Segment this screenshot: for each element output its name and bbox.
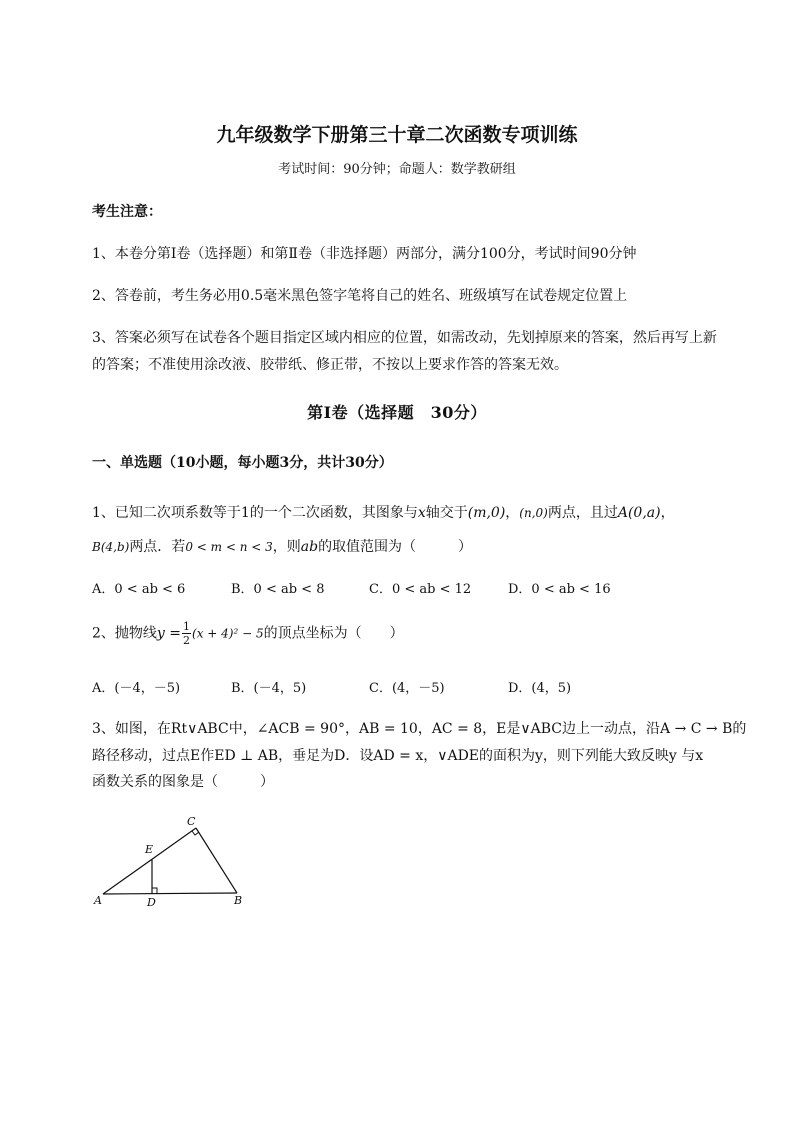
q1-text: 两点，且过 xyxy=(547,505,618,521)
q3-line-3: 函数关系的图象是（ ） xyxy=(92,774,274,790)
q1-option-d: D．0 < ab < 16 xyxy=(508,582,611,597)
part-heading: 一、单选题（10小题，每小题3分，共计30分） xyxy=(92,455,393,471)
q1-text: 1、已知二次项系数等于1的一个二次函数，其图象与 xyxy=(92,505,418,521)
exam-info: 考试时间：90分钟；命题人：数学教研组 xyxy=(278,162,516,177)
q1-point-b: B(4,b) xyxy=(92,540,130,554)
q1-inequality: 0 < m < n < 3 xyxy=(185,540,273,554)
notice-item-3-cont: 的答案；不准使用涂改液、胶带纸、修正带，不按以上要求作答的答案无效。 xyxy=(92,357,568,373)
q2-option-a: A．(－4，－5) xyxy=(92,681,181,696)
q1-option-a: A．0 < ab < 6 xyxy=(92,582,186,597)
q1-text: ，则 xyxy=(272,539,301,555)
q2-option-b: B．(－4，5) xyxy=(231,681,307,696)
q2-option-c: C．(4，－5) xyxy=(369,681,445,696)
q1-text: 两点．若 xyxy=(129,539,186,555)
notice-item-1: 1、本卷分第I卷（选择题）和第Ⅱ卷（非选择题）两部分，满分100分，考试时间90分钟 xyxy=(92,246,637,262)
q1-option-b: B．0 < ab < 8 xyxy=(231,582,325,597)
q2-option-d: D．(4，5) xyxy=(508,681,572,696)
notice-item-3: 3、答案必须写在试卷各个题目指定区域内相应的位置，如需改动，先划掉原来的答案，然后再写上新 xyxy=(92,330,717,346)
q1-point-a-label: A xyxy=(617,505,628,521)
q3-line-1: 3、如图，在Rt∨ABC中，∠ACB = 90°，AB = 10，AC = 8，E是∨ABC边上一动点，沿A → C → B的 xyxy=(92,721,747,737)
label-c: C xyxy=(187,815,196,828)
page-title: 九年级数学下册第三十章二次函数专项训练 xyxy=(216,124,578,146)
q2-text: 的顶点坐标为（ ） xyxy=(263,625,404,642)
segment-ac xyxy=(103,828,196,894)
triangle-figure xyxy=(88,808,258,910)
section-title: 第I卷（选择题 30分） xyxy=(307,403,487,422)
q2-expression: (x + 4)² − 5 xyxy=(192,626,264,641)
q1-var-ab: ab xyxy=(300,539,319,555)
q1-line-1 xyxy=(92,502,675,522)
q1-text: 的取值范围为（ ） xyxy=(318,539,473,555)
q2-text: 2、抛物线 xyxy=(92,625,157,642)
q2-fraction xyxy=(182,620,191,647)
q1-var-x: x xyxy=(417,505,426,521)
label-e: E xyxy=(145,843,154,856)
label-a: A xyxy=(94,894,102,907)
q2-var-y: y = xyxy=(156,625,182,642)
q1-line-2 xyxy=(92,536,472,556)
label-d: D xyxy=(147,896,156,909)
q1-text: ， xyxy=(660,505,675,521)
label-b: B xyxy=(234,894,243,907)
q1-point-m: (m,0) xyxy=(467,505,506,521)
notice-item-2: 2、答卷前，考生务必用0.5毫米黑色签字笔将自己的姓名、班级填写在试卷规定位置上 xyxy=(92,288,628,304)
q1-option-c: C．0 < ab < 12 xyxy=(369,582,472,597)
q2-fraction-num: 1 xyxy=(183,620,191,633)
segment-cb xyxy=(196,828,237,893)
q2-line xyxy=(92,620,404,647)
q1-text: 轴交于 xyxy=(425,505,468,521)
q1-point-a: (0,a) xyxy=(627,505,661,521)
segment-ab xyxy=(103,893,237,894)
notice-heading: 考生注意： xyxy=(92,204,162,220)
q3-line-2: 路径移动，过点E作ED ⊥ AB，垂足为D．设AD = x，∨ADE的面积为y，则下列能大致反映y 与x xyxy=(92,748,704,764)
q2-fraction-den: 2 xyxy=(183,634,191,647)
q1-text: ， xyxy=(505,505,520,521)
q1-point-n: (n,0) xyxy=(519,506,548,520)
